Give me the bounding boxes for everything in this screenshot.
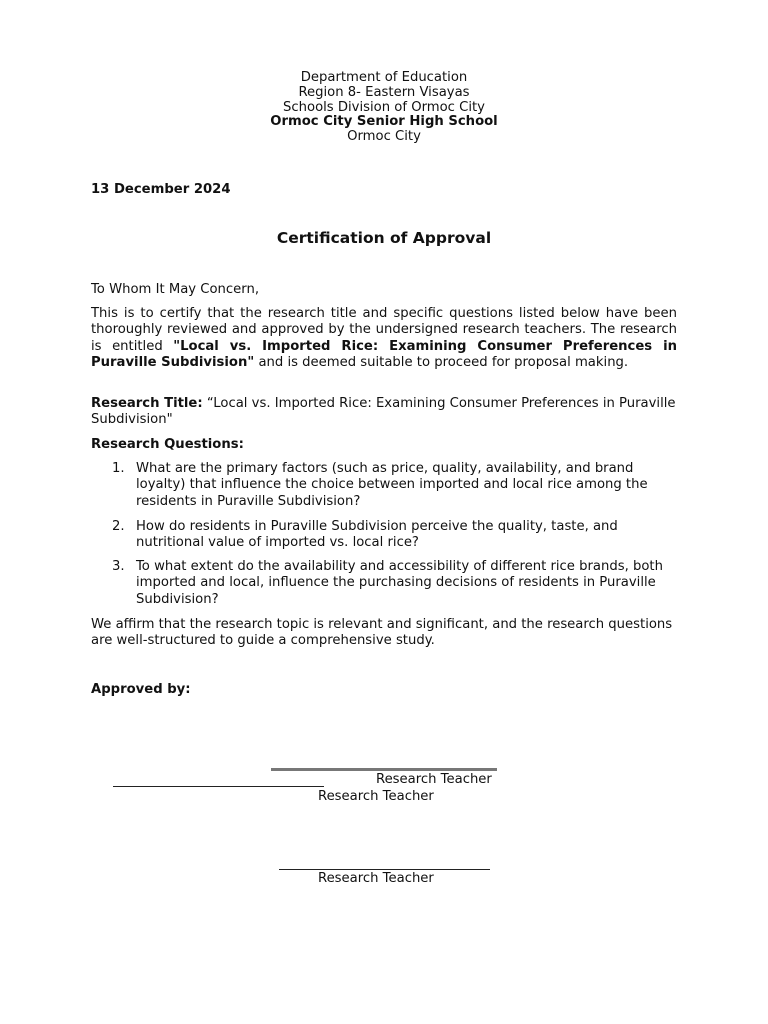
question-number: 1. — [112, 461, 125, 476]
intro-text-before: This is to certify that the research title and specific questions listed below have been thoroughly reviewed and approved by the undersigned research teachers. The research is entitled — [91, 306, 677, 354]
question-text: To what extent do the availability and accessibility of different rice brands, both imported and local, influence the purchasing decisions of residents in Puraville Subdivision? — [136, 559, 663, 607]
affirmation-paragraph: We affirm that the research topic is relevant and significant, and the research questions are well-structured to guide a comprehensive study. — [91, 617, 673, 649]
question-number: 3. — [112, 559, 125, 574]
signature-label: Research Teacher — [376, 772, 492, 787]
region-name: Region 8- Eastern Visayas — [298, 84, 470, 100]
research-questions-heading: Research Questions: — [91, 437, 244, 452]
signature-label: Research Teacher — [318, 871, 434, 886]
intro-text-after: and is deemed suitable to proceed for proposal making. — [254, 355, 629, 371]
question-text: What are the primary factors (such as price, quality, availability, and brand loyalty) that influence the choice between imported and local rice among the residents in Puraville Subdivision? — [136, 461, 648, 509]
document-title: Certification of Approval — [276, 229, 492, 247]
research-title-line — [91, 396, 677, 429]
signature-line — [271, 768, 497, 771]
city-name: Ormoc City — [347, 129, 421, 145]
letter-date: 13 December 2024 — [91, 182, 231, 197]
department-name: Department of Education — [300, 70, 468, 85]
signature-line — [279, 869, 490, 870]
question-number: 2. — [112, 519, 125, 534]
approved-by-label: Approved by: — [91, 682, 191, 697]
school-name: Ormoc City Senior High School — [270, 114, 498, 130]
intro-bold-title: "Local vs. Imported Rice: Examining Consumer Preferences in Puraville Subdivision" — [91, 338, 678, 371]
signature-label: Research Teacher — [318, 789, 434, 804]
research-title-value: “Local vs. Imported Rice: Examining Consumer Preferences in Puraville Subdivision" — [91, 396, 676, 428]
research-title-label: Research Title: — [91, 396, 203, 411]
intro-paragraph — [91, 306, 677, 372]
division-name: Schools Division of Ormoc City — [283, 99, 485, 115]
question-text: How do residents in Puraville Subdivision perceive the quality, taste, and nutritional value of imported vs. local rice? — [136, 519, 618, 551]
signature-line — [113, 786, 324, 787]
greeting: To Whom It May Concern, — [91, 282, 260, 297]
letterhead — [0, 71, 768, 145]
